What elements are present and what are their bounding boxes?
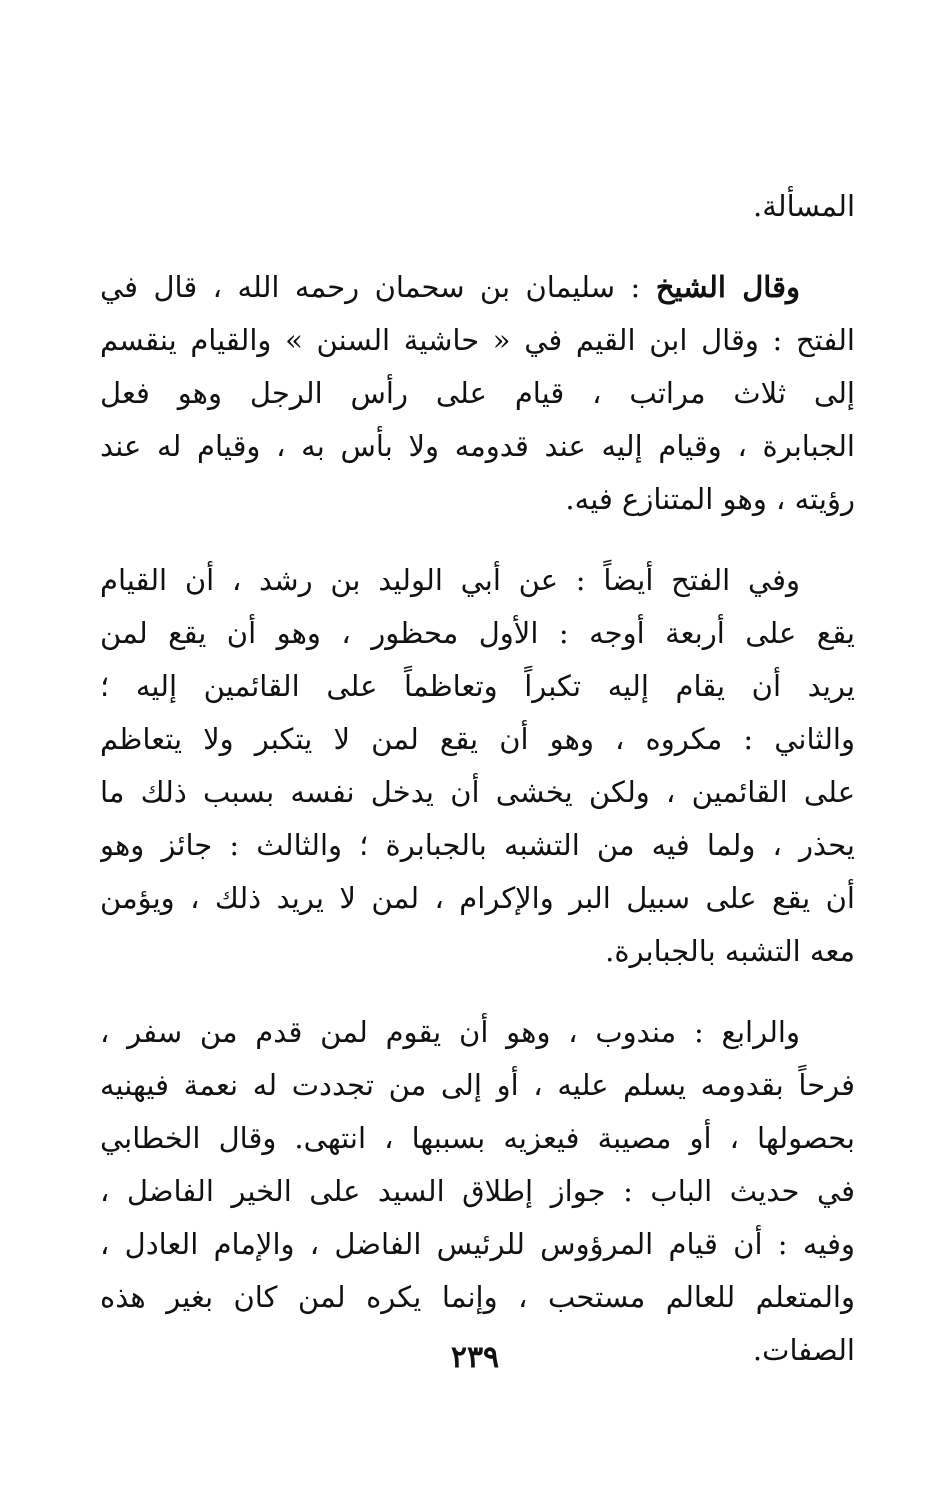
lead-phrase: وقال الشيخ bbox=[655, 270, 800, 304]
text-line: يقع على أربعة أوجه : الأول محظور ، وهو أن يقع لمن bbox=[100, 616, 855, 650]
text-line: الفتح : وقال ابن القيم في « حاشية السنن » والقيام ينقسم bbox=[100, 323, 855, 357]
text-line: والرابع : مندوب ، وهو أن يقوم لمن قدم من سفر ، bbox=[100, 1015, 800, 1049]
text-line: يريد أن يقام إليه تكبراً وتعاظماً على القائمين إليه ؛ bbox=[100, 669, 855, 703]
text-line: إلى ثلاث مراتب ، قيام على رأس الرجل وهو فعل bbox=[100, 376, 855, 410]
text-line: الصفات. bbox=[752, 1333, 855, 1367]
page-number: ٢٣٩ bbox=[450, 1340, 500, 1375]
text-line: والثاني : مكروه ، وهو أن يقع لمن لا يتكبر ولا يتعاظم bbox=[100, 722, 855, 756]
paragraph bbox=[100, 180, 855, 233]
text-line bbox=[100, 261, 855, 314]
text-line: الجبابرة ، وقيام إليه عند قدومه ولا بأس به ، وقيام له عند bbox=[100, 429, 855, 463]
text-line: وفي الفتح أيضاً : عن أبي الوليد بن رشد ، أن القيام bbox=[100, 563, 800, 597]
paragraph bbox=[100, 261, 855, 526]
text-line: معه التشبه بالجبابرة. bbox=[605, 934, 855, 968]
text-line: على القائمين ، ولكن يخشى أن يدخل نفسه بسبب ذلك ما bbox=[100, 775, 855, 809]
text-line-content: : سليمان بن سحمان رحمه الله ، قال في bbox=[100, 270, 641, 304]
paragraph bbox=[100, 554, 855, 978]
paragraph bbox=[100, 1006, 855, 1377]
text-line: وفيه : أن قيام المرؤوس للرئيس الفاضل ، والإمام العادل ، bbox=[100, 1227, 855, 1261]
text-line: أن يقع على سبيل البر والإكرام ، لمن لا يريد ذلك ، ويؤمن bbox=[100, 881, 855, 915]
text-line: فرحاً بقدومه يسلم عليه ، أو إلى من تجددت له نعمة فيهنيه bbox=[100, 1068, 855, 1102]
text-line: رؤيته ، وهو المتنازع فيه. bbox=[565, 482, 855, 516]
text-line: يحذر ، ولما فيه من التشبه بالجبابرة ؛ والثالث : جائز وهو bbox=[100, 828, 855, 862]
text-line: في حديث الباب : جواز إطلاق السيد على الخير الفاضل ، bbox=[100, 1174, 855, 1208]
page-body bbox=[100, 180, 855, 1377]
text-line: والمتعلم للعالم مستحب ، وإنما يكره لمن كان بغير هذه bbox=[100, 1280, 855, 1314]
text-line: بحصولها ، أو مصيبة فيعزيه بسببها ، انتهى. وقال الخطابي bbox=[100, 1121, 855, 1155]
text-line: المسألة. bbox=[753, 189, 855, 223]
